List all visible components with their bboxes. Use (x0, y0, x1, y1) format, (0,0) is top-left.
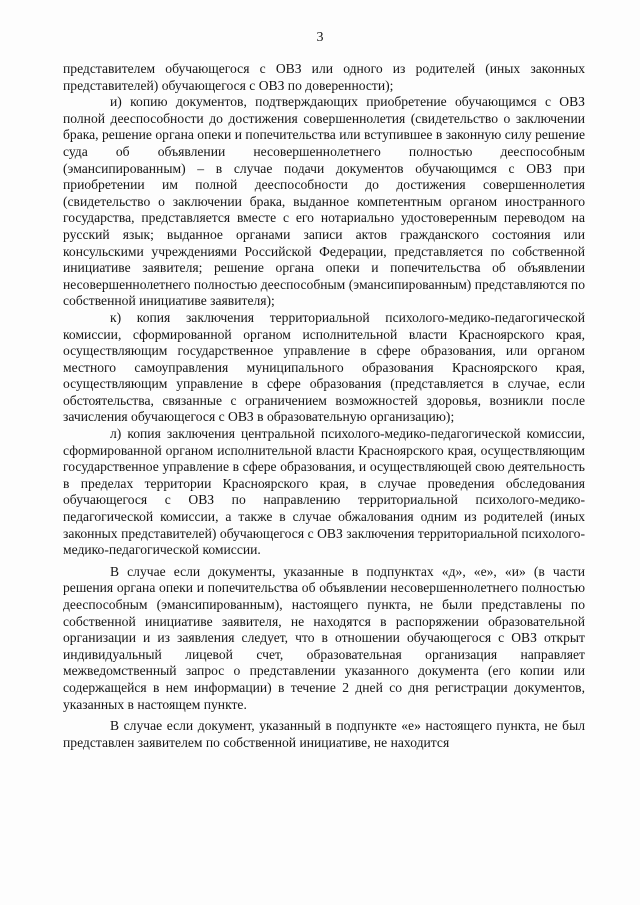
paragraph-continuation: представителем обучающегося с ОВЗ или одного из родителей (иных законных представителей) обучающегося с ОВЗ по доверенности); (63, 61, 585, 93)
paragraph-interdepartmental-request: В случае если документы, указанные в подпунктах «д», «е», «и» (в части решения органа опеки и попечительства об объявлении несовершеннолетнего полностью дееспособным (эмансипированным), настоящего пункта, не были представлены по собственной инициативе заявителя, не находятся в распоряжении образовательной организации и из заявления следует, что в отношении обучающегося с ОВЗ открыт индивидуальный лицевой счет, образовательная организация направляет межведомственный запрос о представлении указанного документа (его копии или содержащейся в нем информации) в течение 2 дней со дня регистрации документов, указанных в настоящем пункте. (63, 563, 585, 712)
paragraph-item-e-clause: В случае если документ, указанный в подпункте «е» настоящего пункта, не был представлен заявителем по собственной инициативе, не находится (63, 718, 585, 750)
page-number: 3 (316, 30, 324, 45)
paragraph-item-i: и) копию документов, подтверждающих приобретение обучающимся с ОВЗ полной дееспособности до достижения совершеннолетия (свидетельство о заключении брака, решение органа опеки и попечительства или вступившее в законную силу решение суда об объявлении несовершеннолетнего полностью дееспособным (эмансипированным) – в случае подачи документов обучающимся с ОВЗ при приобретении им полной дееспособности до достижения совершеннолетия (свидетельство о заключении брака, выданное компетентным органом иностранного государства, представляется вместе с его нотариально удостоверенным переводом на русский язык; выданное органами записи актов гражданского состояния или консульскими учреждениями Российской Федерации, представляется по собственной инициативе заявителя; решение органа опеки и попечительства об объявлении несовершеннолетнего полностью дееспособным (эмансипированным) представляются по собственной инициативе заявителя); (63, 94, 585, 309)
document-body (63, 61, 585, 751)
paragraph-item-k: к) копия заключения территориальной психолого-медико-педагогической комиссии, сформированной органом исполнительной власти Красноярского края, осуществляющим государственное управление в сфере образования, или органом местного самоуправления муниципального образования Красноярского края, осуществляющим управление в сфере образования (представляется в случае, если обстоятельства, связанные с ограничением возможностей здоровья, возникли после зачисления обучающегося с ОВЗ в образовательную организацию); (63, 309, 585, 425)
paragraph-item-l: л) копия заключения центральной психолого-медико-педагогической комиссии, сформированной органом исполнительной власти Красноярского края, осуществляющим государственное управление в сфере образования, и осуществляющей свою деятельность в пределах территории Красноярского края, в случае проведения обследования обучающегося с ОВЗ по направлению территориальной психолого-медико-педагогической комиссии, а также в случае обжалования одним из родителей (иных законных представителей) обучающегося с ОВЗ заключения территориальной психолого-медико-педагогической комиссии. (63, 426, 585, 558)
